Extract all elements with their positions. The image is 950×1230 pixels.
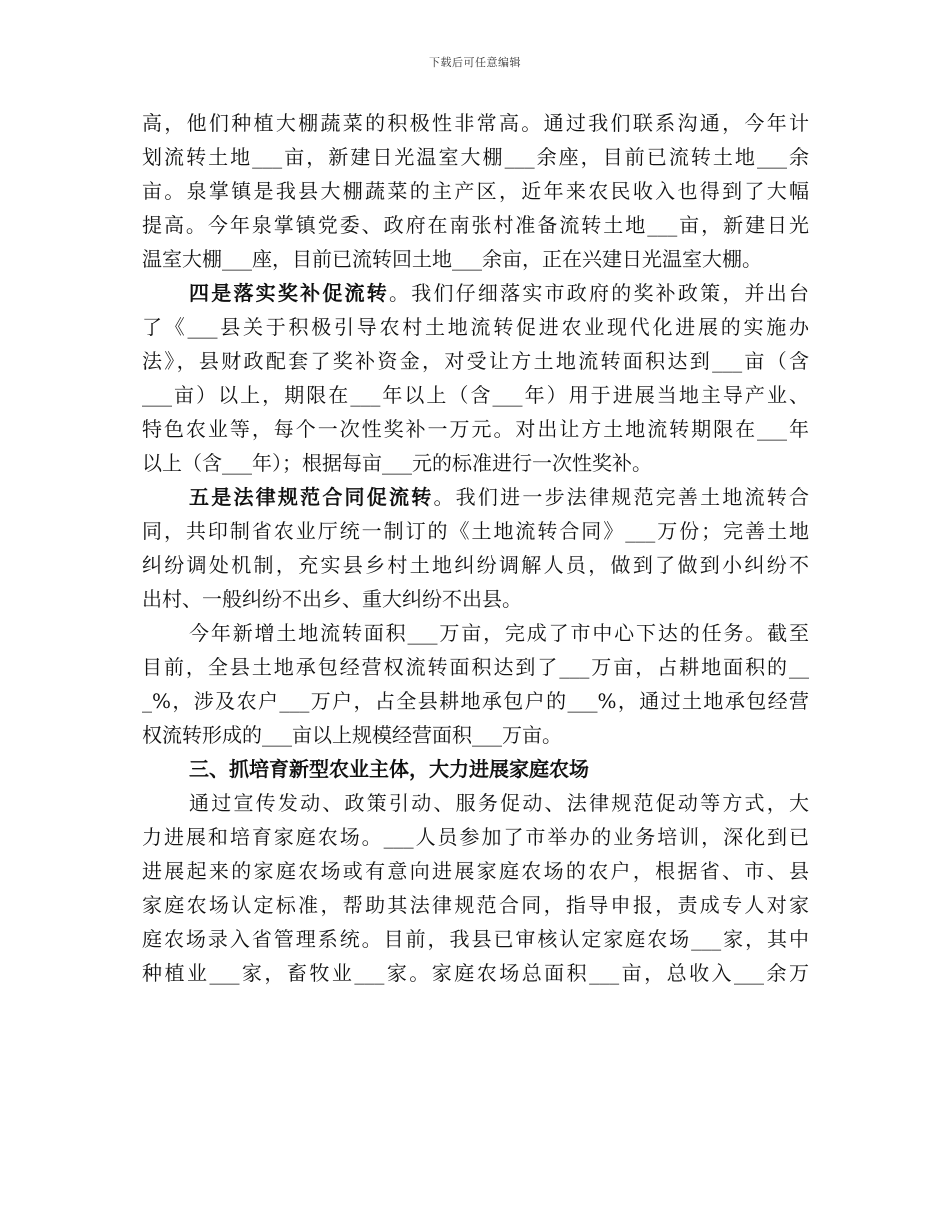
text-line: 划流转土地___亩，新建日光温室大棚___余座，目前已流转土地___余 — [142, 145, 809, 169]
text-fragment: 。我们仔细落实市政府的奖补政策，并出台 — [389, 281, 809, 305]
text-line: 庭农场录入省管理系统。目前，我县已审核认定家庭农场___家，其中 — [142, 927, 809, 951]
text-line: 以上（含___年）；根据每亩___元的标准进行一次性奖补。 — [142, 451, 652, 475]
text-line: 今年新增土地流转面积___万亩，完成了市中心下达的任务。截至 — [189, 621, 809, 645]
text-line: 法》，县财政配套了奖补资金，对受让方土地流转面积达到___亩（含 — [142, 349, 809, 373]
text-line: ___亩）以上，期限在___年以上（含___年）用于进展当地主导产业、 — [142, 383, 809, 407]
paragraph-subsidy — [142, 276, 809, 480]
text-line: 亩。泉掌镇是我县大棚蔬菜的主产区，近年来农民收入也得到了大幅 — [142, 179, 809, 203]
text-line: 力进展和培育家庭农场。___人员参加了市举办的业务培训，深化到已 — [142, 825, 809, 849]
text-line: 目前，全县土地承包经营权流转面积达到了___万亩，占耕地面积的__ — [142, 655, 809, 679]
text-line: 通过宣传发动、政策引动、服务促动、法律规范促动等方式，大 — [189, 791, 809, 815]
paragraph-summary — [142, 616, 809, 752]
text-line: 进展起来的家庭农场或有意向进展家庭农场的农户，根据省、市、县 — [142, 859, 809, 883]
page-header: 下载后可任意编辑 — [429, 56, 521, 69]
text-line: 种植业___家，畜牧业___家。家庭农场总面积___亩，总收入___余万 — [142, 961, 809, 985]
text-line — [142, 276, 809, 310]
text-line: 家庭农场认定标准，帮助其法律规范合同，指导申报，责成专人对家 — [142, 893, 809, 917]
section-heading: 三、抓培育新型农业主体，大力进展家庭农场 — [189, 757, 589, 781]
text-line — [142, 480, 809, 514]
document-body — [142, 106, 809, 990]
text-line: 温室大棚___座，目前已流转回土地___余亩，正在兴建日光温室大棚。 — [142, 247, 762, 271]
text-fragment: 。我们进一步法律规范完善土地流转合 — [433, 485, 809, 509]
text-line: 高，他们种植大棚蔬菜的积极性非常高。通过我们联系沟通，今年计 — [142, 111, 809, 135]
paragraph-family-farms — [142, 786, 809, 990]
paragraph-lead-title: 五是法律规范合同促流转 — [189, 485, 434, 509]
text-line: 权流转形成的___亩以上规模经营面积___万亩。 — [142, 723, 562, 747]
text-line: 出村、一般纠纷不出乡、重大纠纷不出县。 — [142, 587, 522, 611]
text-line: 纠纷调处机制，充实县乡村土地纠纷调解人员，做到了做到小纠纷不 — [142, 553, 809, 577]
text-line: _%，涉及农户___万户，占全县耕地承包户的___%，通过土地承包经营 — [142, 689, 809, 713]
paragraph-lead-title: 四是落实奖补促流转 — [189, 281, 389, 305]
paragraph-continuation — [142, 106, 809, 276]
text-line: 同，共印制省农业厅统一制订的《土地流转合同》___万份；完善土地 — [142, 519, 809, 543]
paragraph-contract — [142, 480, 809, 616]
text-line: 特色农业等，每个一次性奖补一万元。对出让方土地流转期限在___年 — [142, 417, 809, 441]
text-line: 提高。今年泉掌镇党委、政府在南张村准备流转土地___亩，新建日光 — [142, 213, 809, 237]
text-line: 了《___县关于积极引导农村土地流转促进农业现代化进展的实施办 — [142, 315, 809, 339]
